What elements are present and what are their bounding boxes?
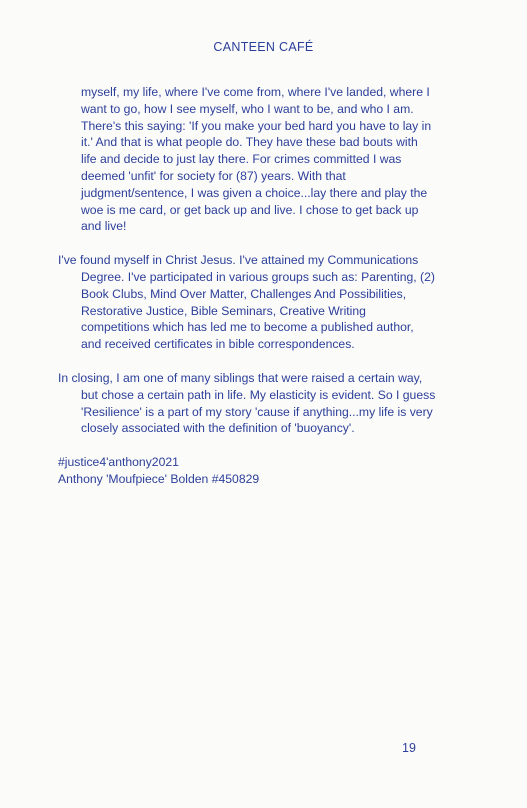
paragraph-continued: myself, my life, where I've come from, where I've landed, where I want to go, how I see myself, who I want to be, and who I am. There's this saying: 'If you make your bed hard you have to lay in it.' And that is what people do. They have these bad bouts with life and decide to just lay there. For crimes committed I was deemed 'unfit' for society for (87) years. With that judgment/sentence, I was given a choice...lay there and play the woe is me card, or get back up and live. I chose to get back up and live! <box>81 85 432 234</box>
body-text <box>58 84 436 488</box>
paragraph: I've found myself in Christ Jesus. I've attained my Communications Degree. I've participated in various groups such as: Parenting, (2) Book Clubs, Mind Over Matter, Challenges And Possibilities, Restorative Justice, Bible Seminars, Creative Writing competitions which has led me to become a published author, and received certificates in bible correspondences. <box>58 253 435 352</box>
paragraph: In closing, I am one of many siblings that were raised a certain way, but chose a certain path in life. My elasticity is evident. So I guess 'Resilience' is a part of my story 'cause if anything...my life is very closely associated with the definition of 'buoyancy'. <box>58 370 436 436</box>
hashtag-line: #justice4'anthony2021 <box>58 455 179 470</box>
author-signature: Anthony 'Moufpiece' Bolden #450829 <box>58 471 260 486</box>
running-title: CANTEEN CAFÉ <box>213 40 314 54</box>
page-number: 19 <box>402 741 416 755</box>
